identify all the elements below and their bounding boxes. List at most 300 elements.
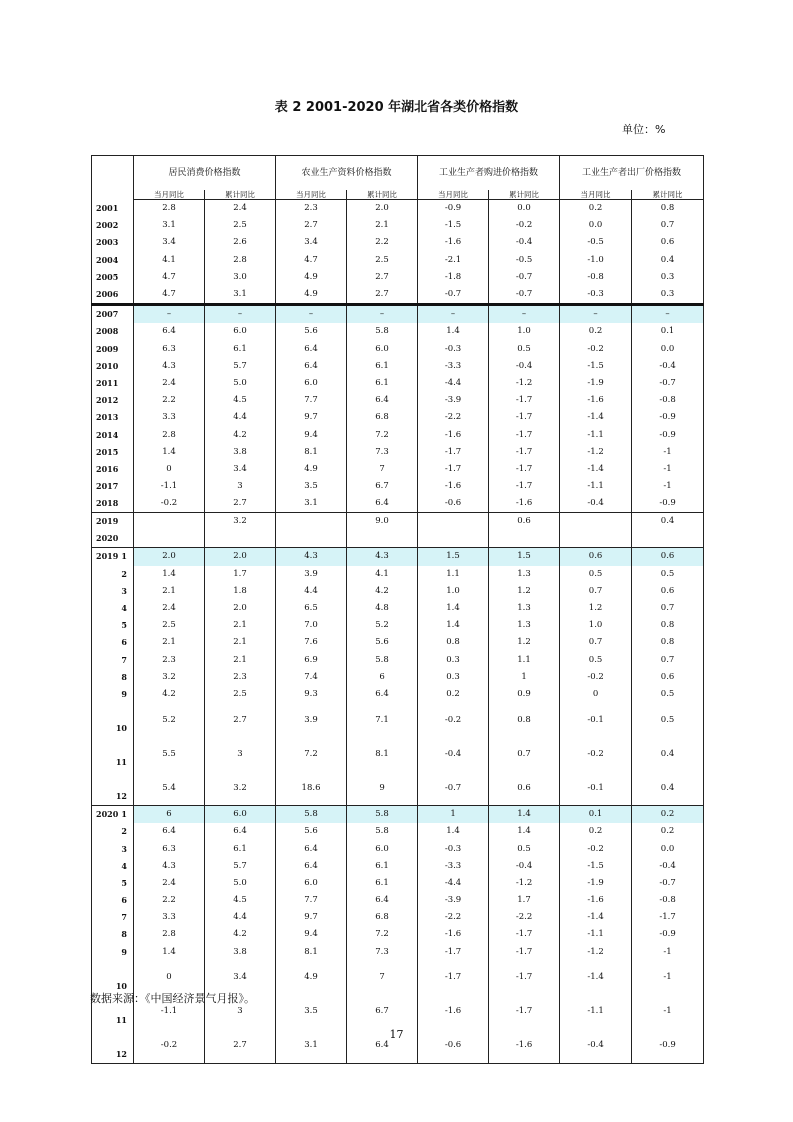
table-row	[92, 634, 704, 651]
value-cell: 6.4	[347, 892, 418, 909]
value-cell: 0.2	[560, 823, 632, 840]
sub-header-cumulative-yoy: 累计同比	[205, 190, 276, 200]
value-cell: 0.7	[560, 634, 632, 651]
value-cell: 3	[205, 737, 276, 771]
value-cell: 3.9	[276, 566, 347, 583]
row-label	[92, 806, 134, 824]
value-cell: 4.9	[276, 286, 347, 305]
value-cell: 4.3	[134, 858, 205, 875]
value-cell: 5.2	[347, 617, 418, 634]
value-cell: -0.4	[632, 858, 704, 875]
value-cell: –	[418, 305, 489, 324]
row-label	[92, 478, 134, 495]
data-source-note: 数据来源：《中国经济景气月报》。	[90, 992, 255, 1005]
value-cell: 3.2	[205, 513, 276, 548]
value-cell: -0.2	[560, 669, 632, 686]
value-cell: 0.0	[489, 200, 560, 218]
value-cell: -1.7	[489, 961, 560, 995]
value-cell: -1.7	[489, 409, 560, 426]
value-cell: 2.4	[134, 875, 205, 892]
value-cell: 0	[560, 686, 632, 703]
value-cell: 1.4	[134, 944, 205, 961]
value-cell: -1.1	[560, 926, 632, 943]
table-row	[92, 840, 704, 857]
value-cell: 6.4	[347, 495, 418, 513]
value-cell: -1.2	[560, 444, 632, 461]
value-cell: 1.4	[418, 323, 489, 340]
row-label	[92, 617, 134, 634]
value-cell: 0.7	[560, 583, 632, 600]
row-label	[92, 566, 134, 583]
value-cell: 1.7	[205, 566, 276, 583]
value-cell: 2.2	[347, 234, 418, 251]
value-cell: 9.7	[276, 409, 347, 426]
price-index-table	[91, 155, 704, 1064]
value-cell: -0.2	[560, 737, 632, 771]
row-label	[92, 892, 134, 909]
value-cell: -1.1	[560, 426, 632, 443]
row-label	[92, 771, 134, 806]
value-cell: 0.6	[489, 513, 560, 548]
value-cell: 9.4	[276, 426, 347, 443]
row-year: 2020	[96, 809, 119, 820]
value-cell: 5.6	[276, 323, 347, 340]
value-cell: 2.7	[205, 703, 276, 737]
value-cell: 2.0	[205, 600, 276, 617]
value-cell: 3.5	[276, 995, 347, 1029]
value-cell: 1.3	[489, 566, 560, 583]
row-label	[92, 269, 134, 286]
row-year: 2016	[96, 463, 119, 474]
value-cell: 4.2	[205, 926, 276, 943]
row-label	[92, 461, 134, 478]
group-header-producer-ex-factory: 工业生产者出厂价格指数	[560, 156, 704, 191]
table-row	[92, 392, 704, 409]
sub-header-month-yoy: 当月同比	[418, 190, 489, 200]
table-row	[92, 892, 704, 909]
value-cell: 4.2	[205, 426, 276, 443]
table-row	[92, 513, 704, 548]
value-cell: 4.9	[276, 961, 347, 995]
row-month: 12	[115, 1048, 127, 1059]
value-cell: -0.4	[489, 234, 560, 251]
value-cell: -1	[632, 461, 704, 478]
value-cell: 1.5	[489, 548, 560, 566]
table-row	[92, 944, 704, 961]
row-label	[92, 703, 134, 737]
value-cell: 6.1	[347, 858, 418, 875]
row-month: 3	[121, 585, 127, 596]
value-cell: 18.6	[276, 771, 347, 806]
value-cell: 5.7	[205, 358, 276, 375]
value-cell: -1.7	[489, 426, 560, 443]
row-label	[92, 652, 134, 669]
value-cell: -1.6	[418, 478, 489, 495]
value-cell: 8.1	[347, 737, 418, 771]
value-cell: 5.8	[347, 806, 418, 824]
value-cell: 7.6	[276, 634, 347, 651]
value-cell: 1.1	[489, 652, 560, 669]
value-cell: 2.8	[134, 200, 205, 218]
table-row	[92, 269, 704, 286]
value-cell: 3.4	[205, 961, 276, 995]
value-cell: -0.4	[560, 495, 632, 513]
row-label	[92, 426, 134, 443]
value-cell: 3.4	[276, 234, 347, 251]
value-cell: -1.1	[134, 478, 205, 495]
value-cell: -0.2	[134, 1029, 205, 1064]
row-month: 12	[115, 791, 127, 802]
value-cell: 1	[489, 669, 560, 686]
value-cell: -1	[632, 961, 704, 995]
sub-header-cumulative-yoy: 累计同比	[489, 190, 560, 200]
row-month: 1	[121, 809, 127, 820]
value-cell: -3.3	[418, 858, 489, 875]
value-cell: 1.4	[134, 566, 205, 583]
value-cell: -1.0	[560, 252, 632, 269]
value-cell: 6.5	[276, 600, 347, 617]
value-cell: -1.1	[134, 995, 205, 1029]
value-cell: 0.7	[632, 600, 704, 617]
value-cell: 6.4	[205, 823, 276, 840]
row-year: 2005	[96, 271, 119, 282]
value-cell: –	[489, 305, 560, 324]
value-cell: 3.1	[205, 286, 276, 305]
table-row	[92, 617, 704, 634]
row-year: 2019	[96, 516, 119, 527]
value-cell: -0.4	[632, 358, 704, 375]
value-cell: 0.3	[418, 652, 489, 669]
row-label	[92, 392, 134, 409]
page-number: 17	[389, 1028, 404, 1041]
value-cell: 7	[347, 461, 418, 478]
value-cell: 0.5	[560, 652, 632, 669]
value-cell: -0.8	[632, 392, 704, 409]
value-cell: 6.1	[347, 875, 418, 892]
value-cell: 3.2	[205, 771, 276, 806]
row-year: 2013	[96, 412, 119, 423]
value-cell: 6.7	[347, 995, 418, 1029]
value-cell: -1.7	[489, 444, 560, 461]
value-cell: 5.0	[205, 375, 276, 392]
value-cell: -0.7	[418, 286, 489, 305]
value-cell: 1.4	[134, 444, 205, 461]
value-cell: 0	[134, 461, 205, 478]
value-cell: 2.5	[134, 617, 205, 634]
value-cell: 1.3	[489, 617, 560, 634]
value-cell: -1.4	[560, 961, 632, 995]
row-year: 2011	[96, 377, 119, 388]
value-cell: 2.1	[205, 634, 276, 651]
table-row	[92, 548, 704, 566]
value-cell: 6.0	[347, 341, 418, 358]
value-cell: 5.7	[205, 858, 276, 875]
value-cell: 4.4	[205, 909, 276, 926]
value-cell: 0.6	[632, 669, 704, 686]
value-cell: -1.7	[489, 478, 560, 495]
value-cell: -0.2	[560, 840, 632, 857]
value-cell: 0	[134, 961, 205, 995]
row-month: 2	[121, 568, 127, 579]
table-row	[92, 703, 704, 737]
value-cell: 2.4	[134, 600, 205, 617]
value-cell: 0.6	[560, 548, 632, 566]
value-cell: 4.5	[205, 392, 276, 409]
value-cell: -1.5	[560, 858, 632, 875]
value-cell: 5.8	[347, 323, 418, 340]
value-cell: 6.0	[276, 875, 347, 892]
value-cell: -2.2	[418, 409, 489, 426]
row-label	[92, 375, 134, 392]
group-header-producer-purchase: 工业生产者购进价格指数	[418, 156, 560, 191]
value-cell: 9.7	[276, 909, 347, 926]
value-cell: -0.5	[560, 234, 632, 251]
value-cell: 3.8	[205, 444, 276, 461]
value-cell: -1.6	[418, 926, 489, 943]
value-cell: 3.0	[205, 269, 276, 286]
table-row	[92, 926, 704, 943]
value-cell: 7.0	[276, 617, 347, 634]
value-cell: -1.6	[489, 1029, 560, 1064]
value-cell: 6.4	[347, 686, 418, 703]
value-cell: -0.7	[489, 269, 560, 286]
header-row-sub	[92, 190, 704, 200]
value-cell: 2.1	[134, 634, 205, 651]
value-cell: 5.6	[347, 634, 418, 651]
row-label	[92, 513, 134, 548]
value-cell: -0.8	[560, 269, 632, 286]
value-cell: -0.9	[632, 495, 704, 513]
value-cell: 2.7	[347, 269, 418, 286]
row-label	[92, 323, 134, 340]
value-cell: -0.8	[632, 892, 704, 909]
row-year: 2009	[96, 343, 119, 354]
value-cell: –	[276, 305, 347, 324]
value-cell: 7.2	[347, 926, 418, 943]
value-cell: 4.8	[347, 600, 418, 617]
value-cell: 2.4	[205, 200, 276, 218]
value-cell: -1.7	[418, 444, 489, 461]
value-cell: 0.2	[632, 806, 704, 824]
row-year: 2019	[96, 551, 119, 562]
value-cell: 0.4	[632, 252, 704, 269]
row-month: 4	[121, 603, 127, 614]
value-cell: 2.8	[134, 926, 205, 943]
value-cell: 3.4	[205, 461, 276, 478]
row-year: 2001	[96, 202, 119, 213]
value-cell: 7	[347, 961, 418, 995]
value-cell: 8.1	[276, 944, 347, 961]
value-cell: –	[134, 305, 205, 324]
value-cell: 2.8	[205, 252, 276, 269]
value-cell: 0.4	[632, 737, 704, 771]
group-header-agri-means: 农业生产资料价格指数	[276, 156, 418, 191]
row-label	[92, 858, 134, 875]
value-cell: 2.3	[134, 652, 205, 669]
value-cell: -1.6	[418, 426, 489, 443]
value-cell: 1.2	[489, 583, 560, 600]
row-label	[92, 944, 134, 961]
value-cell: -3.9	[418, 892, 489, 909]
value-cell: 1.4	[418, 823, 489, 840]
value-cell: 2.7	[205, 495, 276, 513]
value-cell: 9.3	[276, 686, 347, 703]
value-cell: 2.2	[134, 892, 205, 909]
value-cell: -1	[632, 944, 704, 961]
value-cell: -0.3	[418, 341, 489, 358]
value-cell: 0.6	[632, 234, 704, 251]
value-cell: –	[632, 305, 704, 324]
value-cell: 4.2	[347, 583, 418, 600]
row-month: 3	[121, 843, 127, 854]
row-month: 11	[115, 757, 127, 768]
value-cell: -2.2	[418, 909, 489, 926]
value-cell: 6.4	[276, 840, 347, 857]
value-cell: 7.2	[276, 737, 347, 771]
value-cell: 1.4	[489, 823, 560, 840]
sub-header-month-yoy: 当月同比	[134, 190, 205, 200]
value-cell: 6.1	[205, 341, 276, 358]
value-cell: 3	[205, 478, 276, 495]
value-cell: 2.1	[134, 583, 205, 600]
value-cell: 0.1	[560, 806, 632, 824]
table-row	[92, 341, 704, 358]
value-cell: 6.4	[276, 341, 347, 358]
row-year: 2014	[96, 429, 119, 440]
value-cell: -0.1	[560, 703, 632, 737]
value-cell: 4.3	[276, 548, 347, 566]
value-cell: -1.2	[489, 875, 560, 892]
value-cell: 4.7	[276, 252, 347, 269]
value-cell: -3.3	[418, 358, 489, 375]
value-cell: 0.3	[632, 286, 704, 305]
value-cell: 6.0	[347, 840, 418, 857]
value-cell: 5.5	[134, 737, 205, 771]
value-cell: 1.7	[489, 892, 560, 909]
value-cell: 1	[418, 806, 489, 824]
value-cell: 6.1	[347, 358, 418, 375]
value-cell: 1.0	[418, 583, 489, 600]
row-month: 8	[121, 671, 127, 682]
value-cell: -2.1	[418, 252, 489, 269]
value-cell: -3.9	[418, 392, 489, 409]
value-cell: 6.3	[134, 840, 205, 857]
table-row	[92, 875, 704, 892]
value-cell: -0.4	[560, 1029, 632, 1064]
value-cell: -0.9	[632, 1029, 704, 1064]
value-cell: 5.8	[276, 806, 347, 824]
value-cell: 4.1	[347, 566, 418, 583]
row-month: 7	[121, 654, 127, 665]
value-cell: -1.2	[489, 375, 560, 392]
value-cell: -0.4	[418, 737, 489, 771]
value-cell: 3.3	[134, 409, 205, 426]
table-row	[92, 478, 704, 495]
value-cell: 3.2	[134, 669, 205, 686]
value-cell: 6.1	[205, 840, 276, 857]
row-year: 2004	[96, 254, 119, 265]
row-label	[92, 926, 134, 943]
value-cell: -0.7	[632, 375, 704, 392]
value-cell: -1.9	[560, 875, 632, 892]
row-year: 2012	[96, 395, 119, 406]
row-label	[92, 495, 134, 513]
table-row	[92, 252, 704, 269]
row-label	[92, 600, 134, 617]
value-cell: –	[205, 305, 276, 324]
value-cell: 0.4	[632, 513, 704, 548]
row-label	[92, 634, 134, 651]
table-row	[92, 375, 704, 392]
value-cell: 6.0	[276, 375, 347, 392]
row-year: 2017	[96, 481, 119, 492]
value-cell: 0.5	[632, 566, 704, 583]
value-cell: -0.9	[632, 409, 704, 426]
table-row	[92, 217, 704, 234]
row-month: 1	[121, 551, 127, 562]
table-row	[92, 652, 704, 669]
row-label	[92, 548, 134, 566]
value-cell: 2.6	[205, 234, 276, 251]
value-cell: 2.7	[347, 286, 418, 305]
row-label	[92, 341, 134, 358]
value-cell: 4.5	[205, 892, 276, 909]
value-cell: 1.0	[489, 323, 560, 340]
value-cell: -1.7	[418, 944, 489, 961]
row-month: 11	[115, 1014, 127, 1025]
value-cell: -1.6	[418, 995, 489, 1029]
row-label	[92, 583, 134, 600]
value-cell: 5.8	[347, 652, 418, 669]
sub-header-cumulative-yoy: 累计同比	[347, 190, 418, 200]
table-row	[92, 461, 704, 478]
value-cell: -1.8	[418, 269, 489, 286]
value-cell: 0.6	[489, 771, 560, 806]
value-cell: 3.4	[134, 234, 205, 251]
value-cell: 6.8	[347, 909, 418, 926]
value-cell: -1.1	[560, 995, 632, 1029]
value-cell: 2.1	[205, 617, 276, 634]
value-cell: 4.3	[134, 358, 205, 375]
value-cell: 3.3	[134, 909, 205, 926]
row-month: 4	[121, 860, 127, 871]
value-cell: 4.4	[205, 409, 276, 426]
value-cell: 1.3	[489, 600, 560, 617]
value-cell: 6.4	[276, 358, 347, 375]
row-month: 10	[115, 723, 127, 734]
table-row	[92, 426, 704, 443]
header-row-groups	[92, 156, 704, 191]
value-cell: 0.7	[632, 217, 704, 234]
value-cell: 0.7	[489, 737, 560, 771]
value-cell: 1.2	[489, 634, 560, 651]
value-cell: 0.5	[489, 840, 560, 857]
value-cell: -1.5	[418, 217, 489, 234]
table-row	[92, 737, 704, 771]
value-cell: 5.4	[134, 771, 205, 806]
value-cell: 6.7	[347, 478, 418, 495]
table-row	[92, 444, 704, 461]
row-label	[92, 875, 134, 892]
value-cell: 9.4	[276, 926, 347, 943]
value-cell: -0.4	[489, 858, 560, 875]
value-cell: 0.0	[632, 840, 704, 857]
value-cell: –	[347, 305, 418, 324]
value-cell: -1.4	[560, 909, 632, 926]
value-cell: 7.3	[347, 944, 418, 961]
value-cell: 6.4	[347, 392, 418, 409]
value-cell: 1.1	[418, 566, 489, 583]
